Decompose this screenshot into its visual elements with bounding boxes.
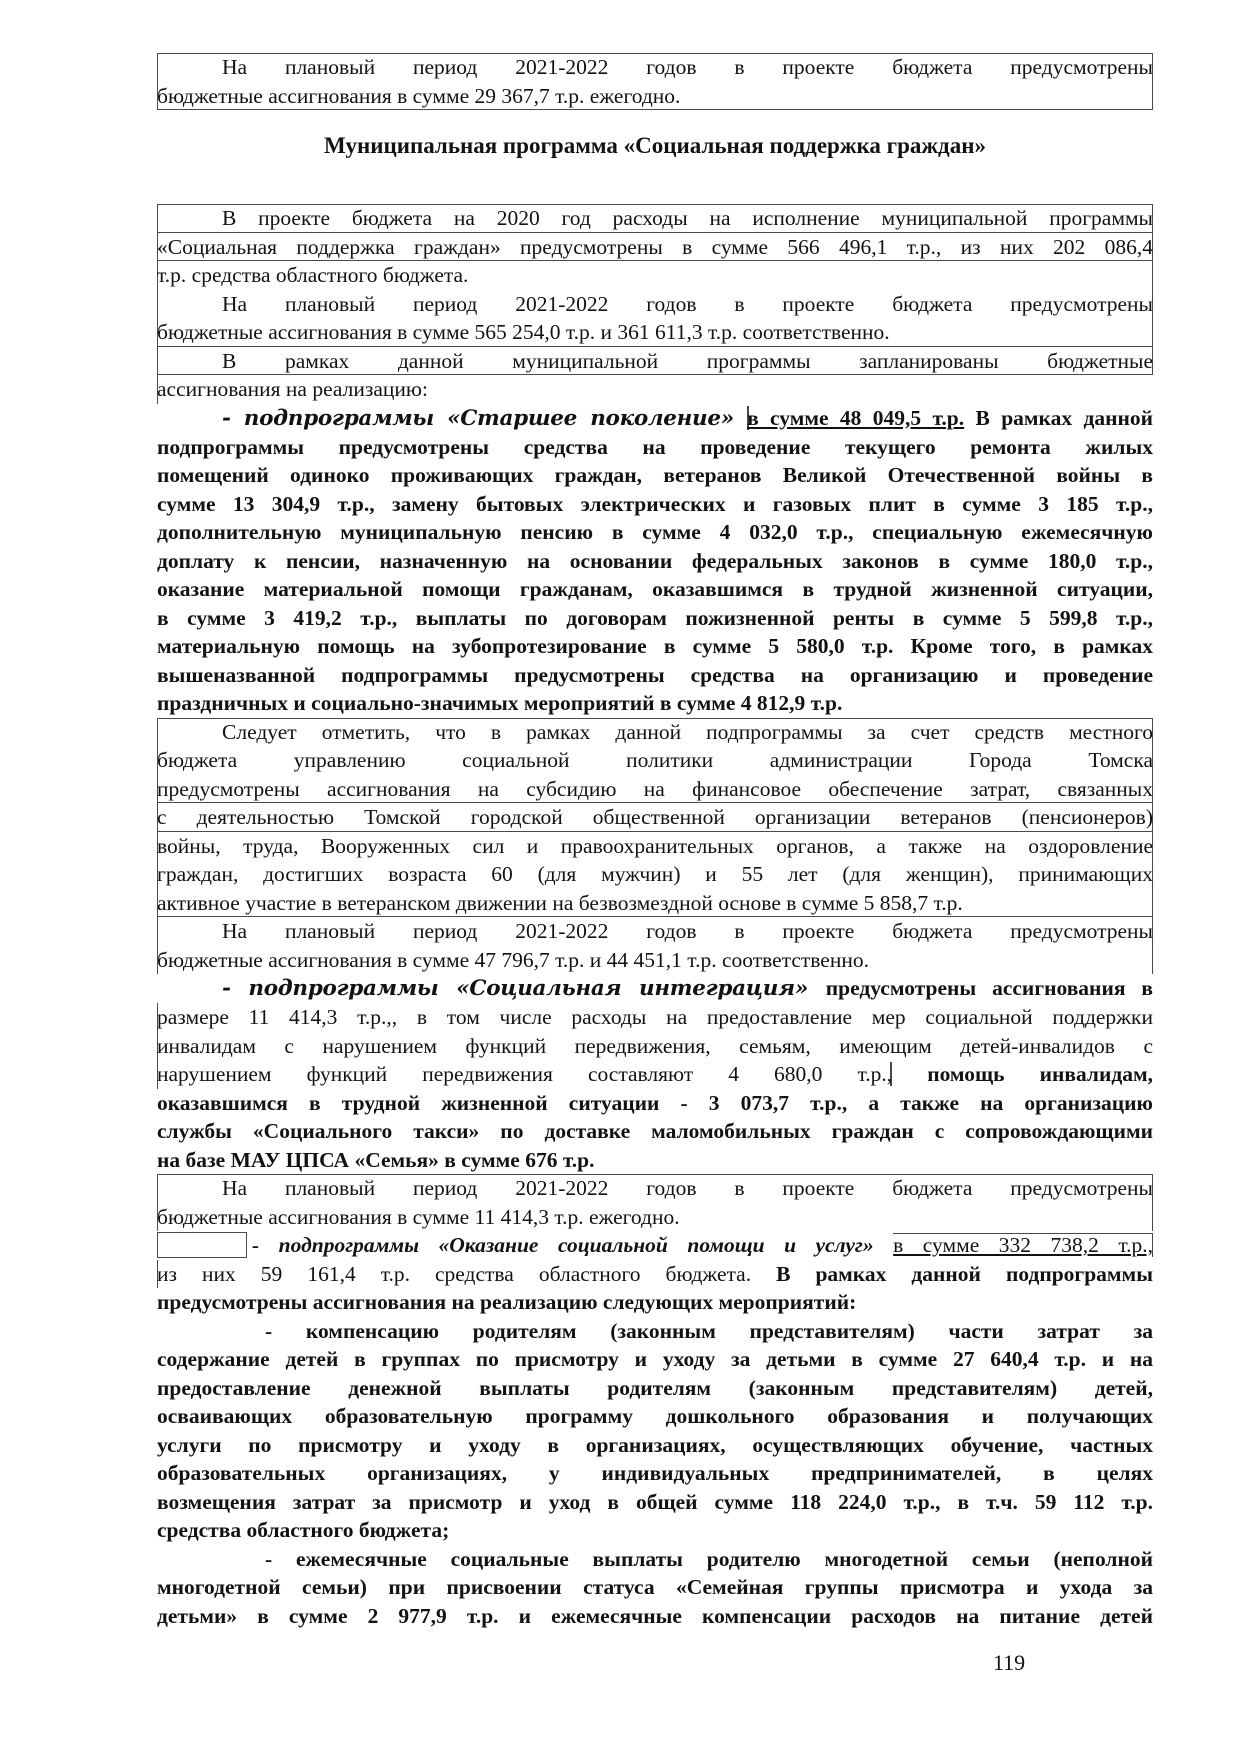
para-planned-2021-2022-47796 [157,917,1153,974]
text-run: помещений одиноко проживающих граждан, ветеранов Великой Отечественной войны в [157,463,1153,487]
text-run: В рамках данной [975,405,1153,430]
text-line [157,1117,1153,1146]
text-run: «Социальная поддержка граждан» предусмотрены в сумме 566 496,1 т.р., из них 202 086,4 [157,234,1153,259]
heading-municipal-program-social-support: Муниципальная программа «Социальная поддержка граждан» [324,133,986,158]
text-line [157,375,1153,404]
para-veterans-subsidy [157,718,1153,918]
page-number: 119 [993,1650,1026,1675]
para-budget-2020-social-support [157,204,1153,290]
text-run: на базе МАУ ЦПСА «Семья» в сумме 676 т.р. [157,1147,595,1172]
text-line [157,433,1153,462]
text-run: войны, труда, Вооруженных сил и правоохранительных органов, а также на оздоровление [157,833,1153,858]
para-planned-2021-2022-11414 [157,1174,1153,1231]
text-run: службы «Социального такси» по доставке маломобильных граждан с сопровождающими [157,1119,1153,1143]
text-run: нарушением функций передвижения составляют 4 680,0 т.р., [157,1062,893,1086]
text-run: услуги по присмотру и уходу в организациях, осуществляющих обучение, частных [157,1432,1153,1457]
text-run: - компенсацию родителям (законным представителям) части затрат за [265,1318,1153,1343]
text-line [157,1516,1153,1545]
text-run: В рамках данной подпрограммы [776,1261,1153,1286]
text-run: возмещения затрат за присмотр и уход в общей сумме 118 224,0 т.р., в т.ч. 59 112 т.р. [157,1489,1153,1514]
text-line [157,204,1153,233]
text-line [157,1431,1153,1460]
text-line [157,1089,1153,1118]
text-line [157,1402,1153,1431]
text-run: ассигнования на реализацию: [157,377,428,401]
text-line [157,1260,1153,1289]
text-line [157,1032,1153,1061]
text-line [157,347,1153,376]
text-run: На плановый период 2021-2022 годов в проекте бюджета предусмотрены [222,55,1153,79]
text-line [157,1203,1153,1232]
text-run [964,406,975,430]
text-run: из них 59 161,4 т.р. средства областного бюджета. [157,1261,777,1286]
text-run: в сумме 3 419,2 т.р., выплаты по договорам пожизненной ренты в сумме 5 599,8 т.р., [157,605,1153,630]
para-planned-2021-2022-29367 [157,53,1153,110]
text-run: помощь инвалидам, [927,1062,1153,1086]
text-line [157,803,1153,832]
text-line [157,233,1153,262]
text-line [157,1003,1153,1032]
text-line [157,1374,1153,1403]
text-line [157,575,1153,604]
text-run [874,1233,894,1257]
text-run: детьми» в сумме 2 977,9 т.р. и ежемесячные компенсации расходов на питание детей [157,1603,1153,1628]
text-line [157,318,1153,347]
text-line [157,974,1153,1003]
text-line [157,1231,1153,1260]
text-line [157,404,1153,433]
text-run: На плановый период 2021-2022 годов в проекте бюджета предусмотрены [222,1176,1153,1200]
text-run: содержание детей в группах по присмотру и уходу за детьми в сумме 27 640,4 т.р. и на [157,1347,1153,1371]
text-line [157,261,1153,290]
text-run: Следует отметить, что в рамках данной подпрограммы за счет средств местного [222,719,1153,744]
text-run: в сумме 48 049,5 т.р. [747,405,965,430]
text-run: предусмотрены ассигнования на реализацию следующих мероприятий: [157,1290,857,1314]
text-run: предусмотрены ассигнования на субсидию на финансовое обеспечение затрат, связанных [157,776,1153,801]
text-run: образовательных организациях, у индивидуальных предпринимателей, в целях [157,1461,1153,1485]
text-line [157,718,1153,747]
text-run: материальную помощь на зубопротезирование в сумме 5 580,0 т.р. Кроме того, в рамках [157,634,1153,658]
para-subprogram-older-generation [157,404,1153,718]
text-run: предоставление денежной выплаты родителям (законным представителям) детей, [157,1375,1153,1400]
text-run: вышеназванной подпрограммы предусмотрены средства на организацию и проведение [157,662,1153,687]
text-line [157,604,1153,633]
text-line [157,860,1153,889]
text-run: многодетной семьи) при присвоении статуса «Семейная группы присмотра и ухода за [157,1575,1153,1599]
text-run: В рамках данной муниципальной программы запланированы бюджетные [222,348,1153,373]
text-run: оказание материальной помощи гражданам, оказавшимся в трудной жизненной ситуации, [157,577,1153,601]
text-line [157,632,1153,661]
text-run: бюджетные ассигнования в сумме 11 414,3 т.р. ежегодно. [157,1204,680,1229]
text-run: бюджетные ассигнования в сумме 565 254,0 т.р. и 361 611,3 т.р. соответственно. [157,320,890,344]
text-run: доплату к пенсии, назначенную на основании федеральных законов в сумме 180,0 т.р., [157,548,1153,573]
text-run: осваивающих образовательную программу дошкольного образования и получающих [157,1404,1153,1428]
para-monthly-payments-large-families [157,1545,1153,1631]
text-line [157,490,1153,519]
text-run [892,1062,927,1086]
text-run: - подпрограммы «Оказание социальной помощи и услуг» [252,1233,874,1257]
text-line [157,1317,1153,1346]
para-program-allocations-intro [157,347,1153,404]
text-line [157,82,1153,111]
text-run: размере 11 414,3 т.р.,, в том числе расходы на предоставление мер социальной поддержки [157,1005,1153,1029]
text-line [157,746,1153,775]
text-line [157,775,1153,804]
text-run: оказавшимся в трудной жизненной ситуации - 3 073,7 т.р., а также на организацию [157,1090,1153,1115]
para-compensation-parents [157,1317,1153,1545]
text-line [157,1573,1153,1602]
text-line [157,1174,1153,1203]
text-run: На плановый период 2021-2022 годов в проекте бюджета предусмотрены [222,291,1153,316]
text-run: сумме 13 304,9 т.р., замену бытовых электрических и газовых плит в сумме 3 185 т.р., [157,491,1153,516]
text-run: дополнительную муниципальную пенсию в сумме 4 032,0 т.р., специальную ежемесячную [157,520,1153,544]
text-line [157,917,1153,946]
text-run: инвалидам с нарушением функций передвижения, семьям, имеющим детей-инвалидов с [157,1033,1153,1058]
text-run: подпрограммы предусмотрены средства на проведение текущего ремонта жилых [157,434,1153,459]
text-run: На плановый период 2021-2022 годов в проекте бюджета предусмотрены [222,919,1153,943]
text-line [157,1602,1153,1631]
text-run: - подпрограммы «Старшее поколение» [222,405,748,431]
text-line [157,946,1153,975]
text-run: предусмотрены ассигнования в [825,976,1153,1000]
revision-mark-box [157,1232,247,1258]
para-planned-2021-2022-565254 [157,290,1153,347]
text-run: в сумме 332 738,2 т.р., [893,1233,1153,1257]
text-line [157,290,1153,319]
text-run: - подпрограммы «Социальная интеграция» [222,976,826,1001]
text-run: - ежемесячные социальные выплаты родителю многодетной семьи (неполной [265,1546,1153,1571]
text-run: В проекте бюджета на 2020 год расходы на исполнение муниципальной программы [222,206,1153,230]
text-run: праздничных и социально-значимых мероприятий в сумме 4 812,9 т.р. [157,691,843,715]
text-line [157,661,1153,690]
text-line [157,1288,1153,1317]
text-run: бюджетные ассигнования в сумме 47 796,7 т.р. и 44 451,1 т.р. соответственно. [157,947,869,972]
text-line [157,889,1153,918]
text-run: средства областного бюджета; [157,1518,450,1542]
text-line [157,1345,1153,1374]
text-line [157,461,1153,490]
text-line [157,1488,1153,1517]
text-line [157,1060,1153,1089]
text-line [157,1459,1153,1488]
text-run: т.р. средства областного бюджета. [157,263,469,287]
text-run: граждан, достигших возраста 60 (для мужчин) и 55 лет (для женщин), принимающих [157,862,1153,886]
text-line [157,547,1153,576]
text-line [157,1545,1153,1574]
para-subprogram-social-integration [157,974,1153,1174]
text-run: с деятельностью Томской городской общественной организации ветеранов (пенсионеров) [157,805,1153,829]
document-content [157,53,1153,1630]
text-run: активное участие в ветеранском движении на безвозмездной основе в сумме 5 858,7 т.р. [157,890,963,915]
text-run: бюджетные ассигнования в сумме 29 367,7 т.р. ежегодно. [157,83,681,108]
text-line [157,518,1153,547]
text-line [157,1146,1153,1175]
text-line [157,53,1153,82]
text-run: бюджета управлению социальной политики администрации Города Томска [157,748,1153,772]
para-subprogram-social-assistance [157,1231,1153,1317]
text-line [157,689,1153,718]
text-line [157,832,1153,861]
